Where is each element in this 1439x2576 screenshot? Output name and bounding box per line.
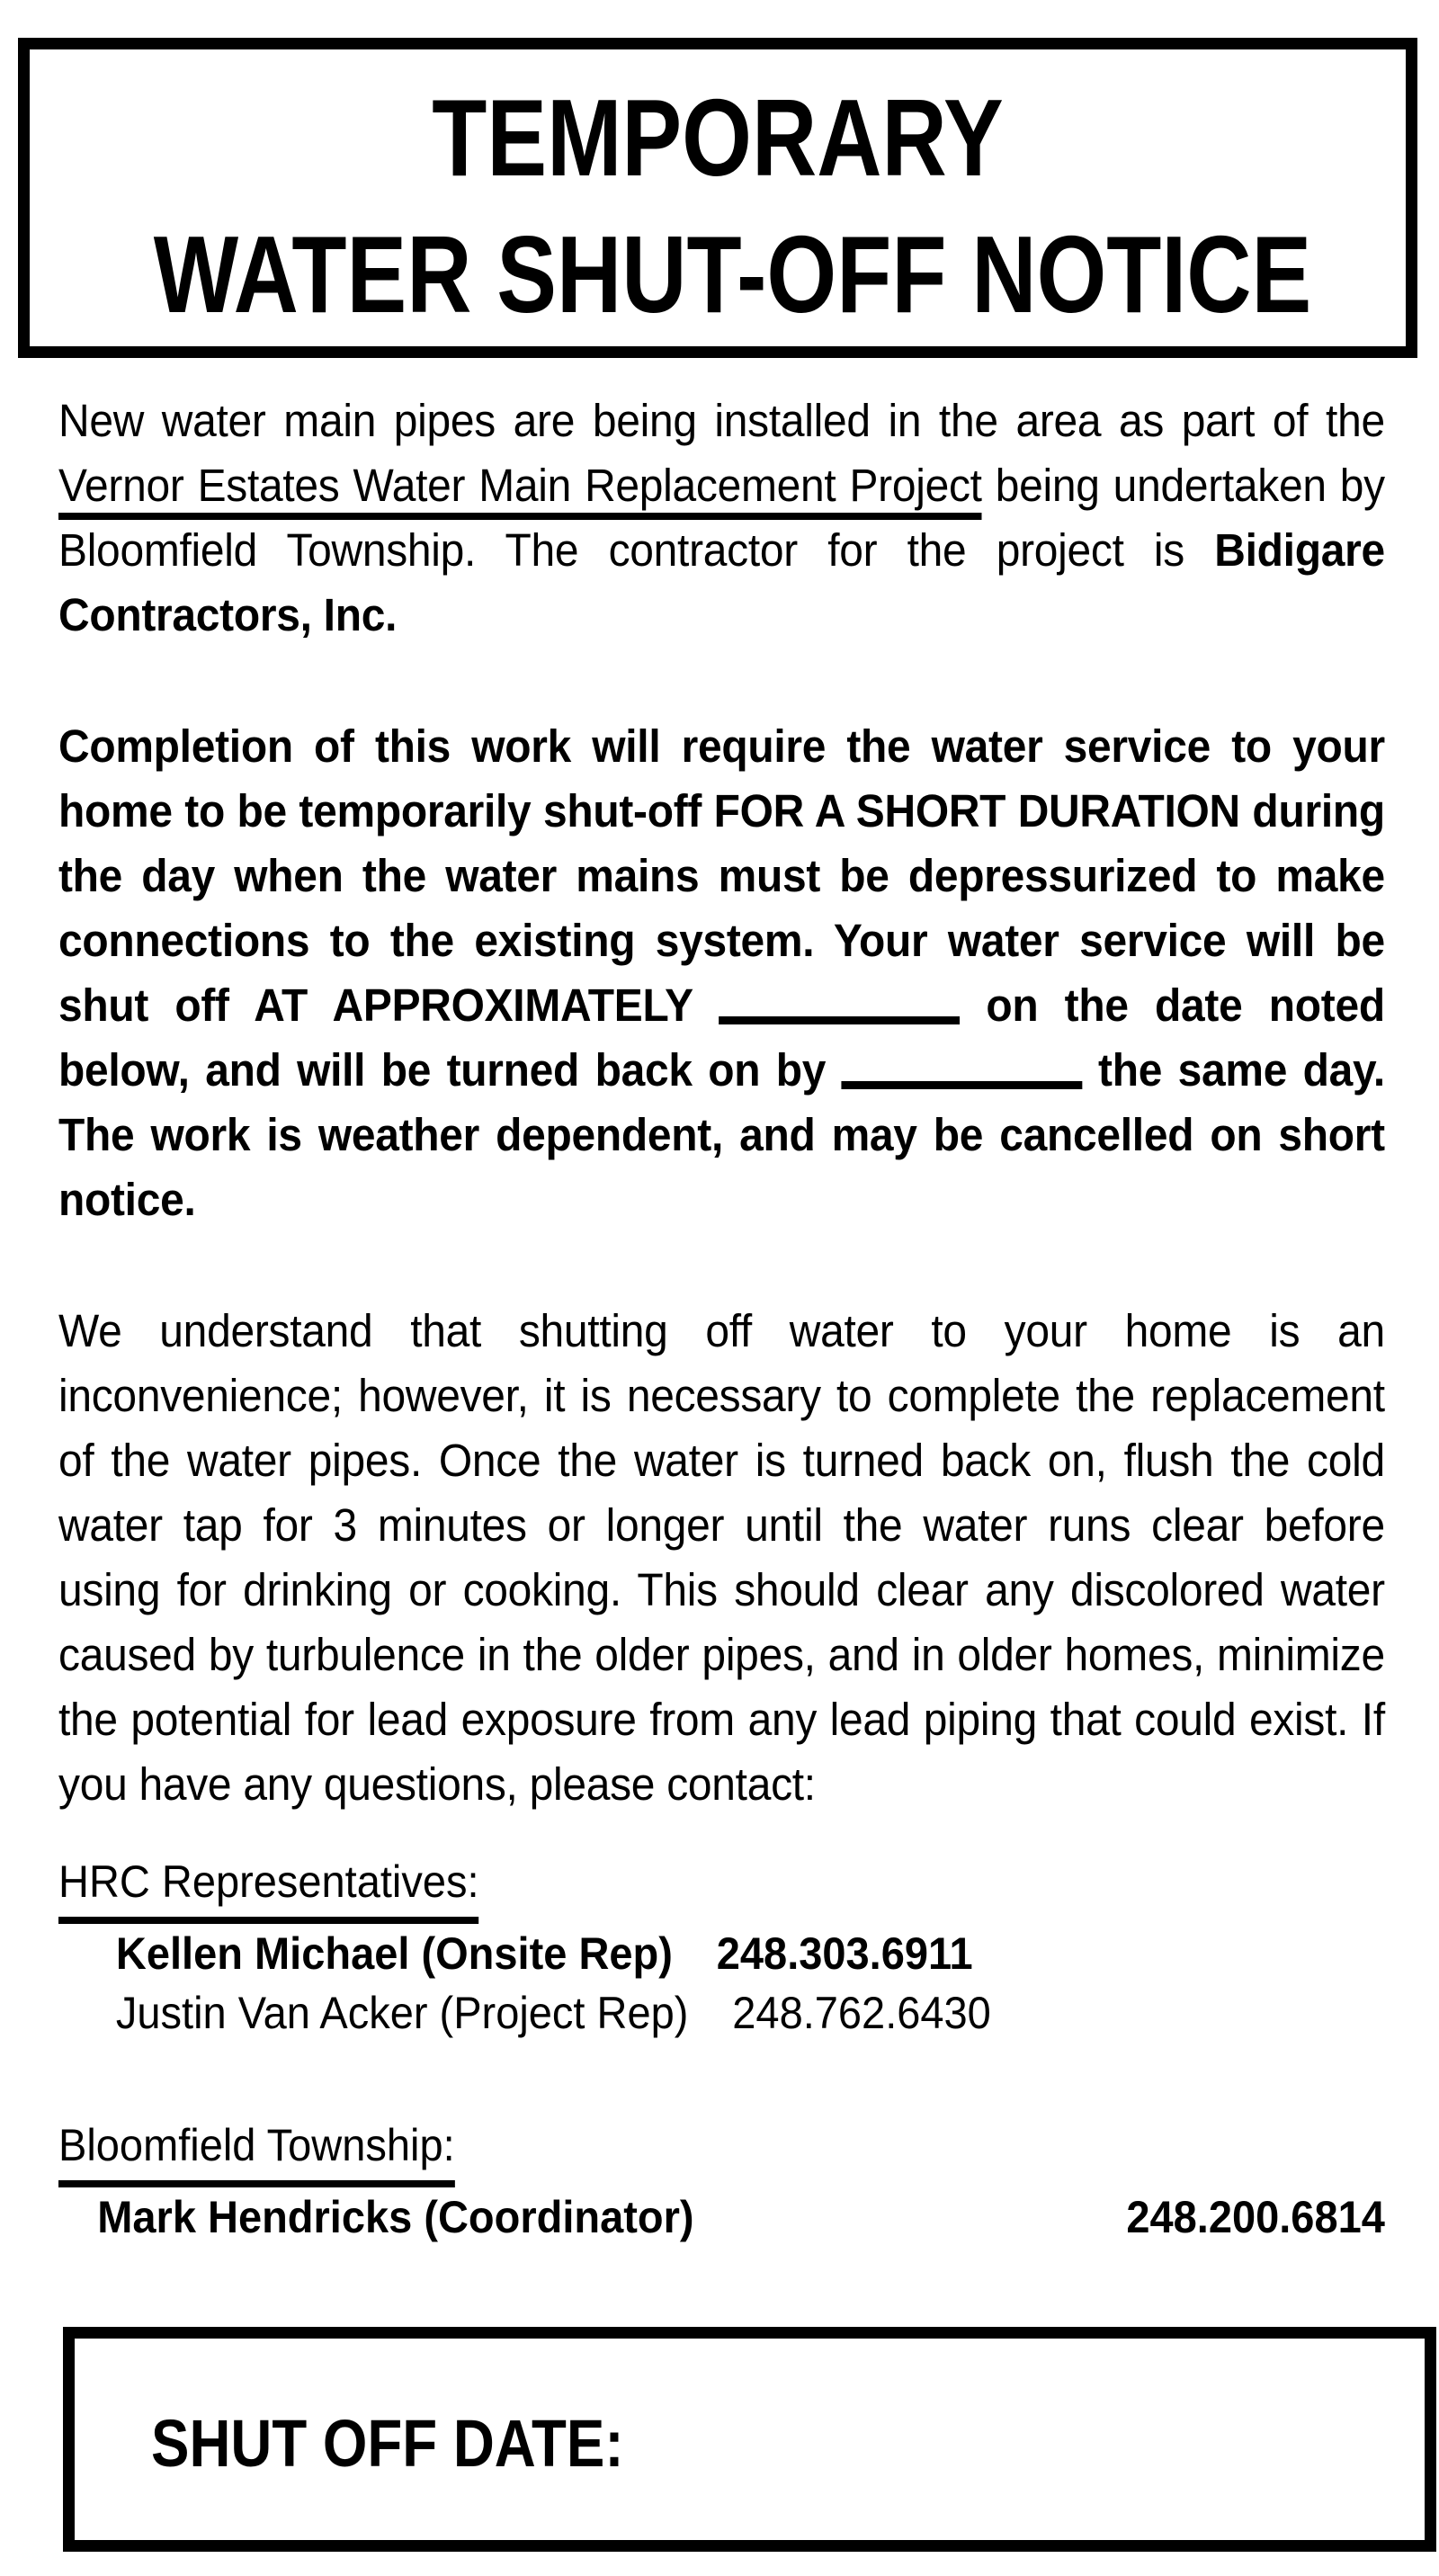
text-segment: the same day. The work is weather dependent, and may be cancelled on short notice. [58,1044,1385,1225]
text-segment: Completion of this work will require the water service to your home to be temporarily shut-off FOR A SHORT DURATION during the day when the water mains must be depressurized to make connections to the existing system. Your water service will be shut off AT APPROXIMATELY [58,720,1385,1031]
contact-row-onsite-rep [58,1924,1385,1983]
notice-title-line1: TEMPORARY [432,76,1004,199]
fill-in-blank-line [842,1081,1083,1089]
hrc-heading-row [58,1849,1385,1924]
paragraph-shutoff-details [58,714,1385,1232]
paragraph-flush-advice [58,1299,1385,1817]
paragraph-intro [58,389,1385,648]
text-segment: Vernor Estates Water Main Replacement Project [58,460,982,520]
township-heading: Bloomfield Township: [58,2113,455,2187]
shut-off-date-label: SHUT OFF DATE: [151,2406,624,2481]
contact-name: Kellen Michael (Onsite Rep) [115,1928,673,1979]
text-segment: being undertaken by Bloomfield Township. The contractor for the project is [58,460,1385,576]
notice-title-line2: WATER SHUT-OFF NOTICE [153,213,1312,335]
hrc-heading: HRC Representatives: [58,1849,479,1924]
contact-phone: 248.303.6911 [716,1928,973,1979]
contact-phone: 248.762.6430 [732,1988,991,2038]
contact-name: Justin Van Acker (Project Rep) [115,1988,689,2038]
text-segment: New water main pipes are being installed in the area as part of the [58,395,1385,446]
contact-group-township [58,2113,1385,2247]
text-segment: We understand that shutting off water to your home is an inconvenience; however, it is necessary to complete the replacement of the water pipes. Once the water is turned back on, flush the cold water tap for 3 minutes or longer until the water runs clear before using for drinking or cooking. This should clear any discolored water caused by turbulence in the older pipes, and in older homes, minimize the potential for lead exposure from any lead piping that could exist. If you have any questions, please contact: [58,1305,1385,1810]
contact-group-hrc [58,1849,1385,2043]
contact-name: Mark Hendricks (Coordinator) [97,2192,694,2242]
contact-row-coordinator [58,2187,1385,2247]
notice-title-box [18,38,1417,358]
notice-body [58,389,1385,2247]
fill-in-blank-line [719,1016,960,1024]
township-heading-row [58,2113,1385,2187]
shut-off-date-box [63,2327,1436,2552]
contact-phone: 248.200.6814 [1126,2192,1385,2242]
text-segment: on the date noted below, and will be turned back on by [58,979,1385,1096]
contact-row-project-rep [58,1983,1385,2043]
text-segment: Bidigare Contractors, Inc. [58,524,1385,640]
